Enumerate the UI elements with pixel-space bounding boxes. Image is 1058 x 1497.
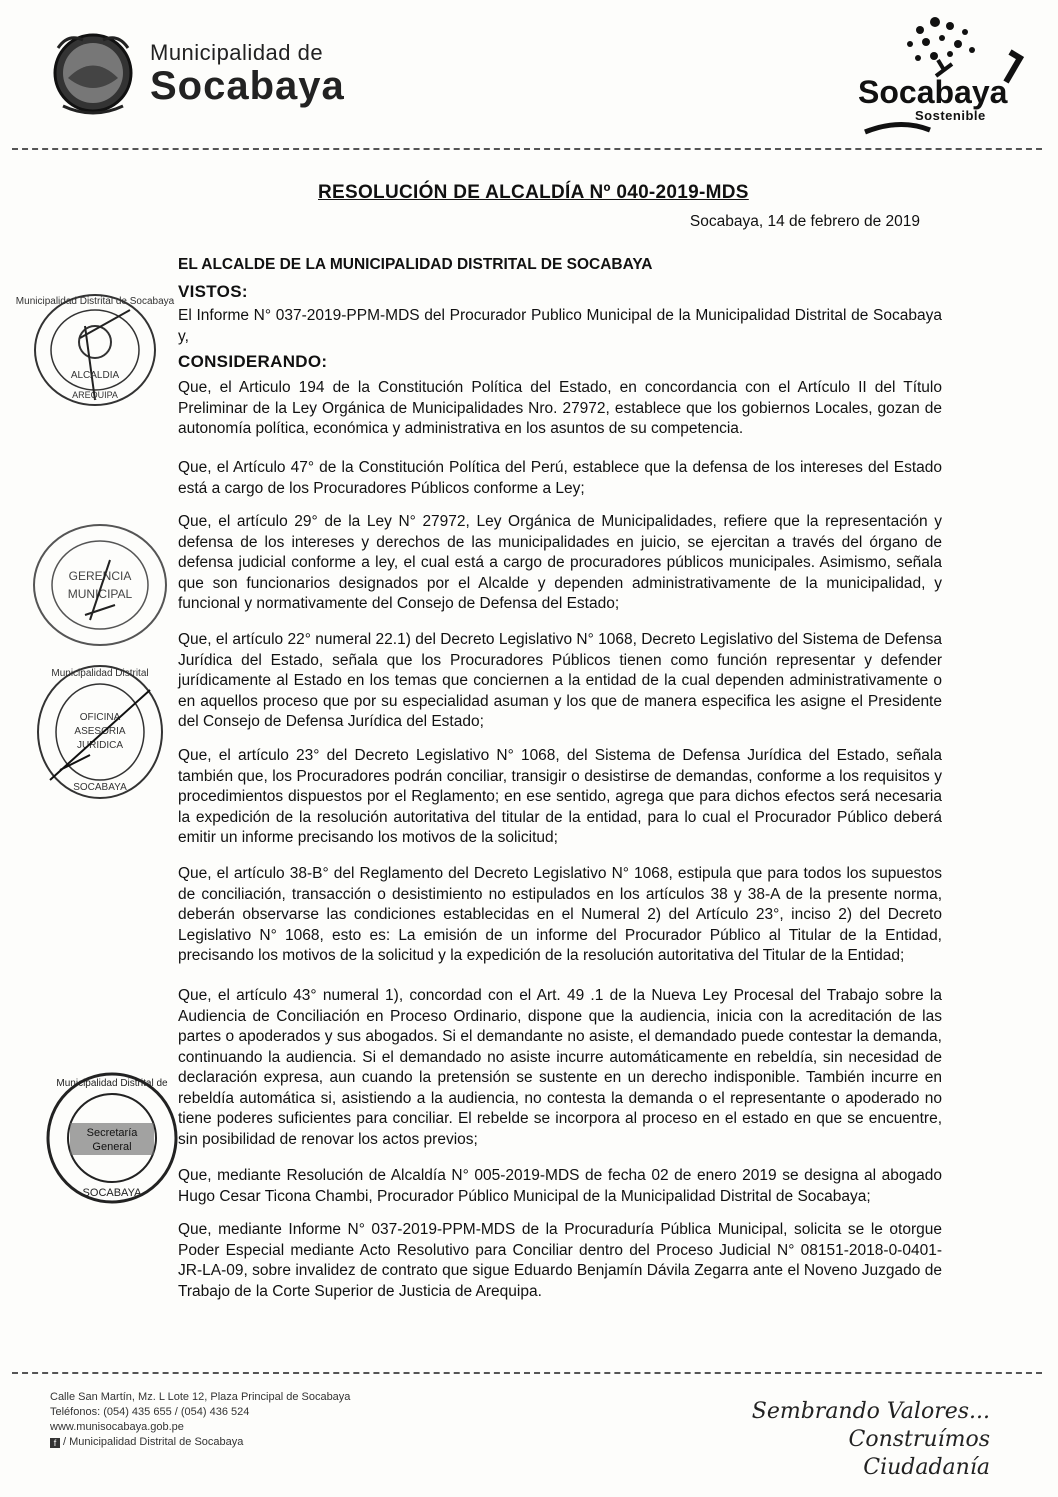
asesoria-stamp-line3: JURIDICA	[76, 740, 124, 751]
considerando-paragraph: Que, mediante Informe N° 037-2019-PPM-MDS de la Procuraduría Pública Municipal, solicita se le otorgue Poder Especial mediante Acto Resolutivo para Conciliar dentro del Proceso Judicial N° 08151-2018-0-0401-JR-LA-09, sobre invalidez de contrato que sigue Eduardo Benjamín Dávila Zegarra ante el Noveno Juzgado de Trabajo de la Corte Superior de Justicia de Arequipa.	[178, 1221, 942, 1300]
municipal-crest-logo	[48, 28, 138, 118]
alcaldia-stamp-top: Municipalidad Distrital de Socabaya	[15, 296, 175, 307]
secretaria-stamp-line2: General	[92, 1141, 132, 1153]
considerando-paragraph: Que, el artículo 23° del Decreto Legislativo N° 1068, del Sistema de Defensa Jurídica del Estado, señala también que, los Procuradores podrán conciliar, transigir o desistirse de demandas, conforme a los requisitos y procedimientos dispuestos por el Reglamento; en ese sentido, agrega que para dichos efectos será necesaria la expedición de la resolución autoritativa del titular de la entidad, para lo cual el Procurador Público deberá emitir un informe precisando los motivos de la solicitud;	[178, 747, 942, 846]
considerando-paragraph: Que, mediante Resolución de Alcaldía N° 005-2019-MDS de fecha 02 de enero 2019 se designa al abogado Hugo Cesar Ticona Chambi, Procurador Público Municipal de la Municipalidad Distrital de Socabaya;	[178, 1167, 942, 1205]
considerando-paragraph: Que, el artículo 29° de la Ley N° 27972, Ley Orgánica de Municipalidades, refiere que la representación y defensa de los intereses y derechos de las municipalidades en juicio, se ejercitan a través del órgano de defensa judicial conforme a ley, el cual está a cargo de procuradores públicos municipales. Asimismo, señala que son funcionarios designados por el Alcalde y dependen administrativamente de la municipalidad, y funcional y normativamente del Consejo de Defensa del Estado;	[178, 513, 942, 612]
footer-contact	[50, 1390, 350, 1450]
gerencia-stamp-line1: GERENCIA	[68, 569, 132, 583]
vistos-text: El Informe N° 037-2019-PPM-MDS del Procurador Publico Municipal de la Municipalidad Distrital de Socabaya y,	[178, 307, 942, 345]
considerando-heading: CONSIDERANDO:	[178, 352, 328, 371]
considerando-paragraph: Que, el Articulo 194 de la Constitución Política del Estado, en concordancia con el Artículo II del Título Preliminar de la Ley Orgánica de Municipalidades Nro. 27972, establece que los gobiernos Locales, gozan de autonomía política, económica y administrativa en los asuntos de su competencia.	[178, 379, 942, 437]
brand-tagline: Sostenible	[915, 108, 986, 123]
municipality-name: Socabaya	[150, 64, 345, 108]
asesoria-stamp-line1: OFICINA	[79, 712, 121, 723]
asesoria-stamp-top: Municipalidad Distrital	[51, 668, 149, 679]
considerando-paragraph: Que, el artículo 38-B° del Reglamento del Decreto Legislativo N° 1068, estipula que para todos los supuestos de conciliación, transacción o desistimiento no estipulados en los artículos 38 y 38-A de la presente norma, deberán observarse las condiciones establecidas en el Numeral 2) del Artículo 23°, inciso 2) del Decreto Legislativo N° 1068, esto es: La emisión de un informe del Procurador Público al Titular de la Entidad, precisando los motivos de la solicitud y la expedición de la resolución autoritativa del Titular de la Entidad;	[178, 865, 942, 964]
footer-facebook	[50, 1435, 350, 1450]
asesoria-juridica-stamp	[30, 660, 170, 810]
considerando-paragraph: Que, el artículo 22° numeral 22.1) del Decreto Legislativo N° 1068, Decreto Legislativo del Sistema de Defensa Jurídica del Estado, señala que los Procuradores Públicos tienen como función representar y defender jurídicamente al Estado en los temas que conciernen a la entidad de la cual dependen administrativamente o en aquellos proceso que por su especialidad asuman y los que de manera especifica les asigne el Presidente del Consejo de Defensa Jurídica del Estado;	[178, 631, 942, 730]
header-divider	[12, 148, 1042, 150]
alcaldia-stamp-bottom: AREQUIPA	[72, 390, 118, 400]
issuing-authority: EL ALCALDE DE LA MUNICIPALIDAD DISTRITAL DE SOCABAYA	[178, 256, 653, 273]
footer-slogan	[720, 1398, 990, 1482]
letterhead	[0, 0, 1058, 150]
gerencia-stamp	[30, 520, 170, 650]
secretaria-stamp-line1: Secretaría	[86, 1127, 138, 1139]
footer-website: www.munisocabaya.gob.pe	[50, 1421, 184, 1433]
resolution-date: Socabaya, 14 de febrero de 2019	[689, 213, 920, 230]
slogan-line2: Construímos Ciudadanía	[848, 1427, 990, 1480]
facebook-icon: f	[50, 1438, 60, 1448]
considerando-paragraph: Que, el Artículo 47° de la Constitución Política del Perú, establece que la defensa de los intereses del Estado está a cargo de los Procuradores Públicos conforme a Ley;	[178, 459, 942, 497]
municipality-label: Municipalidad de	[150, 40, 324, 65]
footer-address: Calle San Martín, Mz. L Lote 12, Plaza Principal de Socabaya	[50, 1391, 351, 1403]
footer-phones: Teléfonos: (054) 435 655 / (054) 436 524	[50, 1406, 250, 1418]
brand-name: Socabaya	[858, 74, 1008, 110]
secretaria-stamp-top: Municipalidad Distrital de	[56, 1078, 168, 1089]
alcaldia-stamp-center: ALCALDIA	[70, 370, 120, 381]
slogan-line1: Sembrando Valores...	[751, 1399, 990, 1424]
footer-facebook-label: / Municipalidad Distrital de Socabaya	[63, 1436, 244, 1448]
asesoria-stamp-bottom: SOCABAYA	[73, 782, 127, 793]
gerencia-stamp-line2: MUNICIPAL	[67, 587, 133, 601]
resolution-title: RESOLUCIÓN DE ALCALDÍA Nº 040-2019-MDS	[318, 182, 749, 203]
asesoria-stamp-line2: ASESORIA	[74, 726, 126, 737]
considerando-paragraph: Que, el artículo 43° numeral 1), concordad con el Art. 49 .1 de la Nueva Ley Procesal del Trabajo sobre la Audiencia de Conciliación en Proceso Ordinario, dispone que la audiencia, inicia con la acreditación de las partes o apoderados y sus abogados. Si el demandante no asiste, el demandado puede contestar la demanda, continuando la audiencia. Si el demandado no asiste incurre automáticamente en rebeldía, sin necesidad de declaración expresa, aun cuando la pretensión se sustente en un derecho indisponible. También incurre en rebeldía automática si, asistiendo a la audiencia, no contesta la demanda o el representante o apoderado no tiene poderes suficientes para conciliar. El rebelde se incorpora al proceso en el estado en que se encuentre, sin posibilidad de renovar los actos previos;	[178, 987, 942, 1148]
secretaria-stamp-bottom: SOCABAYA	[82, 1187, 142, 1199]
alcaldia-stamp	[15, 290, 175, 410]
secretaria-general-stamp	[42, 1068, 182, 1208]
footer-divider	[12, 1372, 1042, 1374]
vistos-heading: VISTOS:	[178, 282, 248, 301]
